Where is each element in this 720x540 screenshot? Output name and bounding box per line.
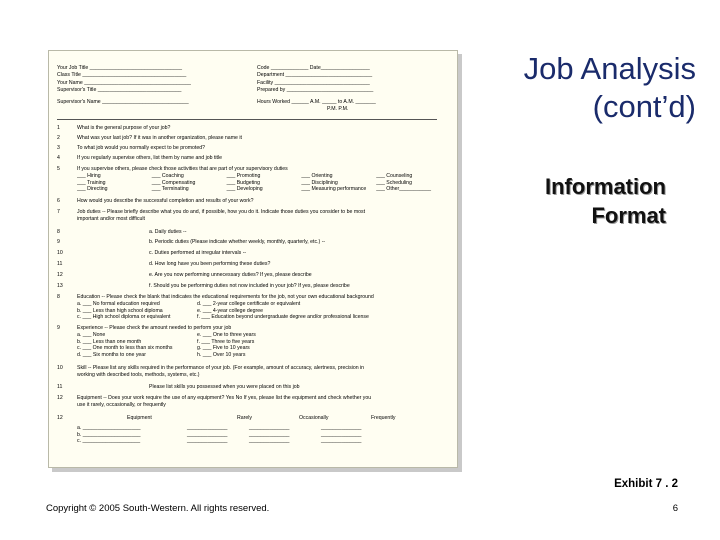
hours-worked-field: Hours Worked ______ A.M. _____ to A.M. _______ <box>257 98 376 105</box>
slide-title: Job Analysis (cont’d) <box>523 51 696 124</box>
supervisory-row-2: ___ Training ___ Compensating ___ Budgeting ___ Disciplining ___ Scheduling <box>77 179 412 186</box>
supervisor-name-field: Supervisor's Name ______________________________ <box>57 98 189 105</box>
exhibit-label: Exhibit 7 . 2 <box>614 478 678 490</box>
slide-subtitle: Information Format <box>545 174 666 228</box>
class-title-field: Class Title ____________________________________ <box>57 72 187 79</box>
department-field: Department ______________________________ <box>257 72 373 79</box>
copyright-notice: Copyright © 2005 South-Western. All rights reserved. <box>46 503 270 514</box>
facility-field: Facility _________________________________ <box>257 79 370 86</box>
supervisor-title-field: Supervisor's Title _____________________________ <box>57 87 182 94</box>
job-analysis-form: Your Job Title ________________________________ Class Title ____________________________________ Your Name _____________________________________ Supervisor's Title _____________________________ Supervisor's Name ______________________________ Code _____________ Date_________________ Department ______________________________ Facility _________________________________ Prepared by ______________________________ Hours Worked ______ A.M. _____ to A.M. _______ P.M. P.M. 1 What is the general purpose of your job? 2 What was your last job? If it was in another organization, please name it 3 To what job would you normally expect to be promoted? 4 If you regularly supervise others, list them by name and job title 5 If you supervise others, please check those activities that are part of your supervisory duties ___ Hiring ___ Coaching ___ Promoting ___ Orienting ___ Counseling ___ Training ___ Compensating ___ Budgeting ___ Disciplining ___ Scheduling ___ Directing ___ Terminating ___ Developing ___ Measuring performance ___ Other___________ 6 How would you describe the successful completion and results of your work? 7 Job duties -- Please briefly describe what you do and, if possible, how you do it. Indicate those duties you consider to be most important and/or most difficult 8 a. Daily duties -- 9 b. Periodic duties (Please indicate whether weekly, monthly, quarterly, etc.) -- 10 c. Duties performed at irregular intervals -- 11 d. How long have you been performing these duties? 12 e. Are you now performing unnecessary duties? If yes, please describe 13 f. Should you be performing duties not now included in your job? If yes, please describe 8 Education -- Please check the blank that indicates the educational requirements for the job, not your own educational background a. ___ No formal education required d. ___ 2-year college certificate or equivalent b. ___ Less than high school diploma e. ___ 4-year college degree c. ___ High school diploma or equivalent f. ___ Education beyond undergraduate degree and/or professional license 9 Experience -- Please check the amount needed to perform your job a. ___ None e. ___ One to three years b. ___ Less than one month f. ___ Three to five years c. ___ One month to less than six months g. ___ Five to 10 years d. ___ Six months to one year h. ___ Over 10 years 10 Skill -- Please list any skills required in the performance of your job. (For example, amount of accuracy, alertness, precision in working with described tools, methods, systems, etc.) 11 Please list skills you possessed when you were placed on this job 12 Equipment -- Does your work require the use of any equipment? Yes No If yes, please list the equipment and check whether you use it rarely, occasionally, or frequently 12 Equipment Rarely Occasionally Frequently a. ____________________ ______________ ______________ ______________ b. ____________________ ______________ ______________ ______________ c. ____________________ ______________ ______________ ______________ <box>48 50 458 468</box>
equipment-table-header: Equipment Rarely Occasionally Frequently <box>127 415 396 421</box>
equipment-row-c: c. ____________________ ______________ ______________ ______________ <box>77 438 362 445</box>
form-header-left <box>57 65 191 106</box>
equipment-row-b: b. ____________________ ______________ ______________ ______________ <box>77 431 362 438</box>
prepared-by-field: Prepared by ______________________________ <box>257 87 374 94</box>
supervisory-row-1: ___ Hiring ___ Coaching ___ Promoting ___ Orienting ___ Counseling <box>77 172 413 179</box>
job-title-field: Your Job Title ________________________________ <box>57 65 183 71</box>
page-number: 6 <box>672 503 678 514</box>
supervisory-row-3: ___ Directing ___ Terminating ___ Developing ___ Measuring performance ___ Other___________ <box>77 186 431 193</box>
hours-pm-labels: P.M. P.M. <box>327 105 349 112</box>
equipment-row-a: a. ____________________ ______________ ______________ ______________ <box>77 424 362 431</box>
code-date-field: Code _____________ Date_________________ <box>257 65 370 71</box>
header-divider <box>57 119 437 120</box>
your-name-field: Your Name _____________________________________ <box>57 79 191 86</box>
form-header-right <box>257 65 376 113</box>
